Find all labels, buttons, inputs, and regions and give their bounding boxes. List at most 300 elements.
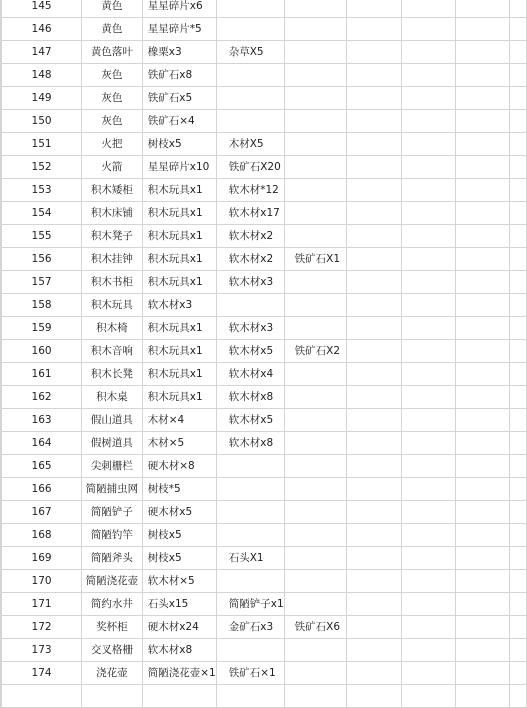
empty-cell[interactable] — [455, 501, 509, 524]
material-3-cell[interactable] — [284, 202, 347, 225]
empty-cell[interactable] — [401, 340, 455, 363]
empty-cell[interactable] — [347, 363, 401, 386]
empty-cell[interactable] — [455, 271, 509, 294]
empty-cell[interactable] — [347, 662, 401, 685]
item-name-cell[interactable]: 积木桌 — [82, 386, 143, 409]
empty-cell[interactable] — [347, 524, 401, 547]
table-row — [1, 41, 527, 64]
item-name-cell[interactable]: 简陋浇花壶 — [82, 570, 143, 593]
row-number-cell[interactable]: 173 — [2, 639, 82, 662]
table-row — [1, 156, 527, 179]
item-name-cell[interactable]: 奖杯柜 — [82, 616, 143, 639]
material-3-cell[interactable] — [284, 110, 347, 133]
material-1-cell[interactable]: 软木材×5 — [142, 570, 216, 593]
item-name-cell[interactable]: 积木床铺 — [82, 202, 143, 225]
empty-cell[interactable] — [401, 593, 455, 616]
item-name-cell[interactable]: 简陋斧头 — [82, 547, 143, 570]
empty-cell[interactable] — [347, 156, 401, 179]
empty-cell[interactable] — [401, 616, 455, 639]
empty-cell[interactable] — [509, 363, 526, 386]
material-3-cell[interactable] — [284, 593, 347, 616]
empty-cell[interactable] — [401, 156, 455, 179]
material-2-cell[interactable]: 软木材x8 — [216, 386, 284, 409]
item-name-cell[interactable]: 假树道具 — [82, 432, 143, 455]
material-1-cell[interactable]: 积木玩具x1 — [142, 317, 216, 340]
row-number-cell[interactable]: 171 — [2, 593, 82, 616]
item-name-cell[interactable]: 简陋钓竿 — [82, 524, 143, 547]
empty-cell[interactable] — [455, 409, 509, 432]
empty-cell[interactable] — [347, 110, 401, 133]
row-number-cell[interactable]: 152 — [2, 156, 82, 179]
empty-cell[interactable] — [401, 110, 455, 133]
material-2-cell[interactable] — [216, 18, 284, 41]
row-number-cell[interactable]: 164 — [2, 432, 82, 455]
item-name-cell[interactable]: 积木长凳 — [82, 363, 143, 386]
item-name-cell[interactable]: 灰色 — [82, 110, 143, 133]
material-2-cell[interactable] — [216, 110, 284, 133]
table-row — [1, 639, 527, 662]
material-1-cell[interactable]: 积木玩具x1 — [142, 225, 216, 248]
empty-cell[interactable] — [509, 225, 526, 248]
table-row — [1, 409, 527, 432]
empty-cell[interactable] — [401, 524, 455, 547]
table-row — [1, 202, 527, 225]
empty-cell[interactable] — [455, 662, 509, 685]
empty-cell[interactable] — [509, 133, 526, 156]
empty-cell[interactable] — [347, 432, 401, 455]
row-number-cell[interactable]: 163 — [2, 409, 82, 432]
empty-cell[interactable] — [401, 0, 455, 18]
empty-cell[interactable] — [347, 455, 401, 478]
empty-cell[interactable] — [455, 156, 509, 179]
empty-cell[interactable] — [401, 87, 455, 110]
table-row — [1, 133, 527, 156]
item-name-cell[interactable]: 灰色 — [82, 64, 143, 87]
material-2-cell[interactable] — [216, 501, 284, 524]
empty-cell[interactable] — [509, 616, 526, 639]
empty-cell[interactable] — [347, 593, 401, 616]
table-row — [1, 662, 527, 685]
empty-cell[interactable] — [509, 64, 526, 87]
item-name-cell[interactable]: 积木书柜 — [82, 271, 143, 294]
empty-cell[interactable] — [401, 317, 455, 340]
material-1-cell[interactable]: 积木玩具x1 — [142, 363, 216, 386]
material-2-cell[interactable]: 软木材x17 — [216, 202, 284, 225]
material-3-cell[interactable] — [284, 662, 347, 685]
item-name-cell[interactable]: 简陋捕虫网 — [82, 478, 143, 501]
material-3-cell[interactable] — [284, 156, 347, 179]
empty-cell[interactable] — [347, 478, 401, 501]
empty-cell[interactable] — [401, 133, 455, 156]
material-2-cell[interactable] — [216, 64, 284, 87]
material-1-cell[interactable]: 硬木材x24 — [142, 616, 216, 639]
empty-cell[interactable] — [455, 202, 509, 225]
material-1-cell[interactable]: 树枝*5 — [142, 478, 216, 501]
empty-cell[interactable] — [455, 179, 509, 202]
empty-cell[interactable] — [401, 294, 455, 317]
row-number-cell[interactable]: 162 — [2, 386, 82, 409]
empty-cell[interactable] — [509, 294, 526, 317]
material-3-cell[interactable] — [284, 524, 347, 547]
empty-cell[interactable] — [455, 593, 509, 616]
material-3-cell[interactable] — [284, 685, 347, 708]
empty-cell[interactable] — [455, 64, 509, 87]
empty-cell[interactable] — [455, 110, 509, 133]
empty-cell[interactable] — [509, 156, 526, 179]
material-3-cell[interactable] — [284, 570, 347, 593]
empty-cell[interactable] — [509, 87, 526, 110]
empty-cell[interactable] — [347, 64, 401, 87]
table-row — [1, 432, 527, 455]
empty-cell[interactable] — [509, 248, 526, 271]
material-2-cell[interactable] — [216, 639, 284, 662]
empty-cell[interactable] — [401, 501, 455, 524]
material-3-cell[interactable] — [284, 501, 347, 524]
empty-cell[interactable] — [347, 179, 401, 202]
empty-cell[interactable] — [347, 87, 401, 110]
table-row — [1, 386, 527, 409]
empty-cell[interactable] — [455, 225, 509, 248]
material-2-cell[interactable]: 软木材x3 — [216, 271, 284, 294]
material-2-cell[interactable] — [216, 524, 284, 547]
material-2-cell[interactable]: 软木材x3 — [216, 317, 284, 340]
table-row — [1, 64, 527, 87]
material-3-cell[interactable] — [284, 225, 347, 248]
empty-cell[interactable] — [347, 271, 401, 294]
row-number-cell[interactable]: 168 — [2, 524, 82, 547]
row-number-cell[interactable]: 166 — [2, 478, 82, 501]
material-1-cell[interactable]: 石头x15 — [142, 593, 216, 616]
table-row — [1, 524, 527, 547]
empty-cell[interactable] — [509, 179, 526, 202]
empty-cell[interactable] — [509, 685, 526, 708]
empty-cell[interactable] — [347, 225, 401, 248]
table-row — [1, 225, 527, 248]
material-2-cell[interactable]: 软木材x4 — [216, 363, 284, 386]
row-number-cell[interactable]: 157 — [2, 271, 82, 294]
material-1-cell[interactable]: 铁矿石x5 — [142, 87, 216, 110]
empty-cell[interactable] — [455, 0, 509, 18]
material-2-cell[interactable]: 软木材x2 — [216, 225, 284, 248]
table-row — [1, 294, 527, 317]
material-2-cell[interactable] — [216, 455, 284, 478]
item-name-cell[interactable]: 积木椅 — [82, 317, 143, 340]
material-1-cell[interactable]: 硬木材×8 — [142, 455, 216, 478]
row-number-cell[interactable]: 160 — [2, 340, 82, 363]
material-2-cell[interactable]: 软木材x2 — [216, 248, 284, 271]
material-1-cell[interactable] — [142, 685, 216, 708]
material-3-cell[interactable] — [284, 87, 347, 110]
material-3-cell[interactable] — [284, 0, 347, 18]
empty-cell[interactable] — [509, 501, 526, 524]
table-row — [1, 685, 527, 708]
empty-cell[interactable] — [509, 662, 526, 685]
empty-cell[interactable] — [347, 294, 401, 317]
table-row — [1, 501, 527, 524]
empty-cell[interactable] — [509, 271, 526, 294]
material-2-cell[interactable]: 软木材x8 — [216, 432, 284, 455]
empty-cell[interactable] — [455, 363, 509, 386]
table-row — [1, 179, 527, 202]
table-row — [1, 317, 527, 340]
empty-cell[interactable] — [347, 133, 401, 156]
empty-cell[interactable] — [455, 455, 509, 478]
row-number-cell[interactable]: 165 — [2, 455, 82, 478]
empty-cell[interactable] — [347, 340, 401, 363]
material-1-cell[interactable]: 铁矿石×4 — [142, 110, 216, 133]
material-3-cell[interactable] — [284, 478, 347, 501]
empty-cell[interactable] — [347, 41, 401, 64]
empty-cell[interactable] — [401, 225, 455, 248]
material-2-cell[interactable]: 金矿石x3 — [216, 616, 284, 639]
material-3-cell[interactable]: 铁矿石X1 — [284, 248, 347, 271]
material-2-cell[interactable] — [216, 294, 284, 317]
empty-cell[interactable] — [347, 570, 401, 593]
material-1-cell[interactable]: 硬木材x5 — [142, 501, 216, 524]
empty-cell[interactable] — [509, 432, 526, 455]
empty-cell[interactable] — [347, 501, 401, 524]
empty-cell[interactable] — [455, 340, 509, 363]
empty-cell[interactable] — [401, 41, 455, 64]
row-number-cell[interactable]: 172 — [2, 616, 82, 639]
row-number-cell[interactable]: 156 — [2, 248, 82, 271]
material-1-cell[interactable]: 积木玩具x1 — [142, 248, 216, 271]
material-3-cell[interactable]: 铁矿石X2 — [284, 340, 347, 363]
item-name-cell[interactable]: 交叉格栅 — [82, 639, 143, 662]
item-name-cell[interactable]: 积木挂钟 — [82, 248, 143, 271]
item-name-cell[interactable]: 尖刺栅栏 — [82, 455, 143, 478]
table-row — [1, 248, 527, 271]
material-1-cell[interactable]: 积木玩具x1 — [142, 386, 216, 409]
item-name-cell[interactable]: 黄色 — [82, 0, 143, 18]
empty-cell[interactable] — [401, 202, 455, 225]
empty-cell[interactable] — [455, 317, 509, 340]
material-3-cell[interactable] — [284, 432, 347, 455]
empty-cell[interactable] — [401, 18, 455, 41]
empty-cell[interactable] — [401, 248, 455, 271]
material-2-cell[interactable]: 软木材x5 — [216, 409, 284, 432]
empty-cell[interactable] — [509, 478, 526, 501]
empty-cell[interactable] — [455, 41, 509, 64]
row-number-cell[interactable] — [2, 685, 82, 708]
empty-cell[interactable] — [347, 248, 401, 271]
empty-cell[interactable] — [509, 41, 526, 64]
material-2-cell[interactable] — [216, 478, 284, 501]
row-number-cell[interactable]: 174 — [2, 662, 82, 685]
empty-cell[interactable] — [347, 317, 401, 340]
material-3-cell[interactable] — [284, 179, 347, 202]
empty-cell[interactable] — [509, 0, 526, 18]
empty-cell[interactable] — [347, 639, 401, 662]
material-2-cell[interactable] — [216, 685, 284, 708]
material-3-cell[interactable] — [284, 18, 347, 41]
empty-cell[interactable] — [509, 340, 526, 363]
material-1-cell[interactable]: 树枝x5 — [142, 547, 216, 570]
empty-cell[interactable] — [401, 386, 455, 409]
material-3-cell[interactable] — [284, 133, 347, 156]
row-number-cell[interactable]: 145 — [2, 0, 82, 18]
row-number-cell[interactable]: 169 — [2, 547, 82, 570]
empty-cell[interactable] — [347, 409, 401, 432]
empty-cell[interactable] — [455, 432, 509, 455]
empty-cell[interactable] — [347, 685, 401, 708]
material-1-cell[interactable]: 积木玩具x1 — [142, 179, 216, 202]
material-2-cell[interactable] — [216, 87, 284, 110]
material-2-cell[interactable]: 杂草X5 — [216, 41, 284, 64]
empty-cell[interactable] — [455, 524, 509, 547]
material-1-cell[interactable]: 软木材x8 — [142, 639, 216, 662]
item-name-cell[interactable]: 灰色 — [82, 87, 143, 110]
material-2-cell[interactable]: 软木材x5 — [216, 340, 284, 363]
item-name-cell[interactable]: 黄色 — [82, 18, 143, 41]
item-name-cell[interactable] — [82, 685, 143, 708]
row-number-cell[interactable]: 147 — [2, 41, 82, 64]
material-3-cell[interactable]: 铁矿石X6 — [284, 616, 347, 639]
table-row — [1, 363, 527, 386]
material-2-cell[interactable]: 石头X1 — [216, 547, 284, 570]
empty-cell[interactable] — [509, 524, 526, 547]
item-name-cell[interactable]: 积木音响 — [82, 340, 143, 363]
material-3-cell[interactable] — [284, 271, 347, 294]
row-number-cell[interactable]: 158 — [2, 294, 82, 317]
material-3-cell[interactable] — [284, 41, 347, 64]
material-3-cell[interactable] — [284, 64, 347, 87]
empty-cell[interactable] — [347, 18, 401, 41]
material-1-cell[interactable]: 积木玩具x1 — [142, 271, 216, 294]
empty-cell[interactable] — [455, 294, 509, 317]
row-number-cell[interactable]: 151 — [2, 133, 82, 156]
material-3-cell[interactable] — [284, 317, 347, 340]
material-2-cell[interactable]: 简陋铲子x1 — [216, 593, 284, 616]
material-2-cell[interactable]: 木材X5 — [216, 133, 284, 156]
material-3-cell[interactable] — [284, 455, 347, 478]
empty-cell[interactable] — [455, 478, 509, 501]
empty-cell[interactable] — [455, 616, 509, 639]
material-1-cell[interactable]: 简陋浇花壶×1 — [142, 662, 216, 685]
row-number-cell[interactable]: 159 — [2, 317, 82, 340]
material-2-cell[interactable]: 铁矿石×1 — [216, 662, 284, 685]
material-3-cell[interactable] — [284, 294, 347, 317]
material-1-cell[interactable]: 软木材x3 — [142, 294, 216, 317]
empty-cell[interactable] — [347, 0, 401, 18]
item-name-cell[interactable]: 假山道具 — [82, 409, 143, 432]
material-3-cell[interactable] — [284, 639, 347, 662]
table-row — [1, 478, 527, 501]
empty-cell[interactable] — [401, 639, 455, 662]
empty-cell[interactable] — [347, 386, 401, 409]
material-2-cell[interactable] — [216, 570, 284, 593]
empty-cell[interactable] — [509, 317, 526, 340]
empty-cell[interactable] — [455, 685, 509, 708]
empty-cell[interactable] — [509, 202, 526, 225]
row-number-cell[interactable]: 167 — [2, 501, 82, 524]
row-number-cell[interactable]: 148 — [2, 64, 82, 87]
empty-cell[interactable] — [401, 271, 455, 294]
material-1-cell[interactable]: 木材×5 — [142, 432, 216, 455]
material-3-cell[interactable] — [284, 386, 347, 409]
row-number-cell[interactable]: 146 — [2, 18, 82, 41]
row-number-cell[interactable]: 154 — [2, 202, 82, 225]
empty-cell[interactable] — [509, 455, 526, 478]
empty-cell[interactable] — [455, 133, 509, 156]
empty-cell[interactable] — [455, 386, 509, 409]
empty-cell[interactable] — [401, 179, 455, 202]
material-1-cell[interactable]: 星星碎片x6 — [142, 0, 216, 18]
empty-cell[interactable] — [401, 662, 455, 685]
empty-cell[interactable] — [509, 570, 526, 593]
empty-cell[interactable] — [509, 593, 526, 616]
item-name-cell[interactable]: 黄色落叶 — [82, 41, 143, 64]
empty-cell[interactable] — [455, 639, 509, 662]
material-3-cell[interactable] — [284, 363, 347, 386]
row-number-cell[interactable]: 155 — [2, 225, 82, 248]
material-1-cell[interactable]: 橡栗x3 — [142, 41, 216, 64]
material-1-cell[interactable]: 星星碎片*5 — [142, 18, 216, 41]
empty-cell[interactable] — [347, 202, 401, 225]
empty-cell[interactable] — [455, 570, 509, 593]
empty-cell[interactable] — [509, 409, 526, 432]
empty-cell[interactable] — [347, 616, 401, 639]
empty-cell[interactable] — [455, 18, 509, 41]
empty-cell[interactable] — [401, 64, 455, 87]
table-row — [1, 271, 527, 294]
material-2-cell[interactable]: 铁矿石X20 — [216, 156, 284, 179]
material-1-cell[interactable]: 铁矿石x8 — [142, 64, 216, 87]
row-number-cell[interactable]: 153 — [2, 179, 82, 202]
empty-cell[interactable] — [455, 87, 509, 110]
empty-cell[interactable] — [401, 570, 455, 593]
empty-cell[interactable] — [509, 18, 526, 41]
empty-cell[interactable] — [509, 639, 526, 662]
empty-cell[interactable] — [401, 685, 455, 708]
empty-cell[interactable] — [509, 386, 526, 409]
empty-cell[interactable] — [401, 409, 455, 432]
row-number-cell[interactable]: 161 — [2, 363, 82, 386]
row-number-cell[interactable]: 170 — [2, 570, 82, 593]
row-number-cell[interactable]: 150 — [2, 110, 82, 133]
material-1-cell[interactable]: 星星碎片x10 — [142, 156, 216, 179]
empty-cell[interactable] — [401, 478, 455, 501]
empty-cell[interactable] — [401, 432, 455, 455]
material-2-cell[interactable] — [216, 0, 284, 18]
item-name-cell[interactable]: 积木矮柜 — [82, 179, 143, 202]
material-1-cell[interactable]: 积木玩具x1 — [142, 340, 216, 363]
item-name-cell[interactable]: 浇花壶 — [82, 662, 143, 685]
material-1-cell[interactable]: 树枝x5 — [142, 524, 216, 547]
empty-cell[interactable] — [455, 248, 509, 271]
material-2-cell[interactable]: 软木材*12 — [216, 179, 284, 202]
material-3-cell[interactable] — [284, 409, 347, 432]
empty-cell[interactable] — [509, 110, 526, 133]
table-row — [1, 340, 527, 363]
material-1-cell[interactable]: 木材×4 — [142, 409, 216, 432]
empty-cell[interactable] — [401, 363, 455, 386]
item-name-cell[interactable]: 火把 — [82, 133, 143, 156]
item-name-cell[interactable]: 简陋铲子 — [82, 501, 143, 524]
material-1-cell[interactable]: 积木玩具x1 — [142, 202, 216, 225]
item-name-cell[interactable]: 积木凳子 — [82, 225, 143, 248]
item-name-cell[interactable]: 火箭 — [82, 156, 143, 179]
item-name-cell[interactable]: 简约水井 — [82, 593, 143, 616]
row-number-cell[interactable]: 149 — [2, 87, 82, 110]
material-1-cell[interactable]: 树枝x5 — [142, 133, 216, 156]
item-name-cell[interactable]: 积木玩具 — [82, 294, 143, 317]
table-row — [1, 616, 527, 639]
empty-cell[interactable] — [401, 455, 455, 478]
table-row — [1, 18, 527, 41]
table-row — [1, 593, 527, 616]
table-row — [1, 570, 527, 593]
